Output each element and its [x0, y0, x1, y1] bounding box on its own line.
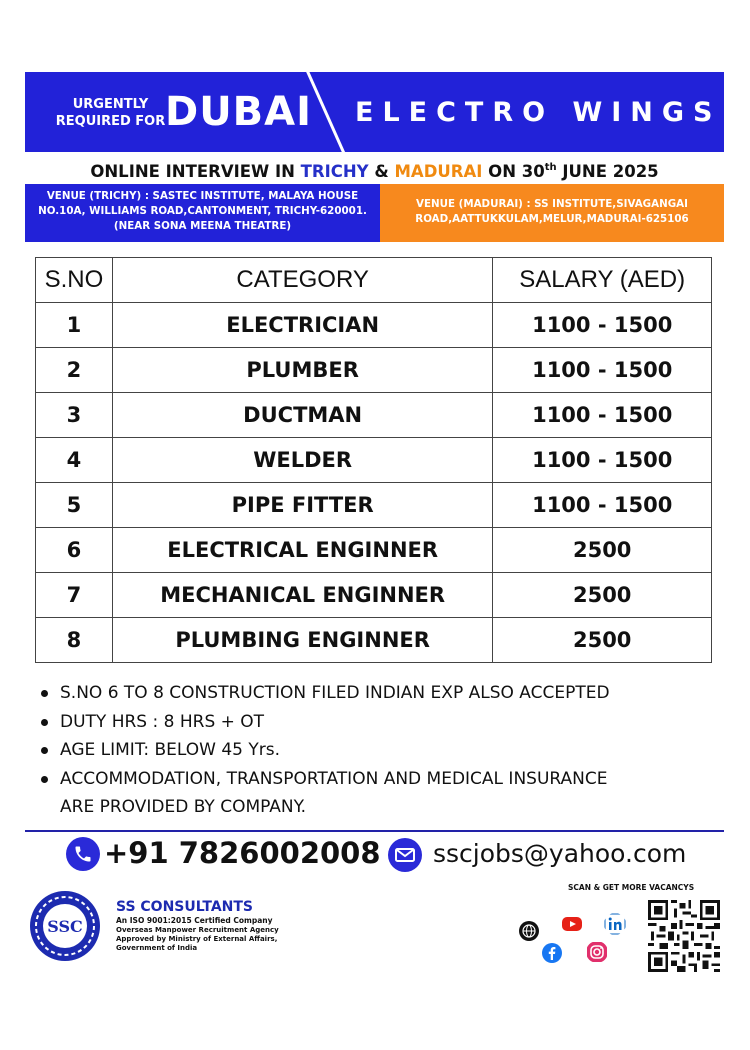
interview-city-trichy: TRICHY	[300, 162, 369, 181]
email-link[interactable]: sscjobs@yahoo.com	[433, 839, 687, 868]
location-title: DUBAI	[165, 89, 313, 135]
youtube-icon[interactable]	[561, 913, 583, 935]
cell-sno: 1	[36, 303, 113, 348]
firm-iso: An ISO 9001:2015 Certified Company	[116, 916, 273, 925]
interview-city-madurai: MADURAI	[394, 162, 483, 181]
list-item: S.NO 6 TO 8 CONSTRUCTION FILED INDIAN EXP ALSO ACCEPTED	[38, 679, 728, 708]
phone-icon	[66, 837, 100, 871]
firm-line-3: Government of India	[116, 944, 198, 952]
list-item: AGE LIMIT: BELOW 45 Yrs.	[38, 736, 728, 765]
cell-sno: 8	[36, 618, 113, 663]
table-row	[36, 618, 712, 663]
cell-category: PIPE FITTER	[112, 483, 492, 528]
interview-amp: &	[368, 162, 395, 181]
cell-sno: 2	[36, 348, 113, 393]
firm-name: SS CONSULTANTS	[116, 899, 254, 915]
cell-category: DUCTMAN	[112, 393, 492, 438]
table-row	[36, 573, 712, 618]
venue-madurai-line-2: ROAD,AATTUKKULAM,MELUR,MADURAI-625106	[415, 213, 689, 225]
logo-text: SSC	[47, 917, 83, 936]
cell-salary: 2500	[493, 618, 712, 663]
urgently-required-label	[43, 96, 178, 130]
table-row	[36, 393, 712, 438]
column-header-sno: S.NO	[36, 258, 113, 303]
cell-category: ELECTRICAL ENGINNER	[112, 528, 492, 573]
cell-category: WELDER	[112, 438, 492, 483]
instagram-icon[interactable]	[586, 941, 608, 963]
cell-salary: 1100 - 1500	[493, 303, 712, 348]
column-header-category: CATEGORY	[112, 258, 492, 303]
cell-salary: 1100 - 1500	[493, 348, 712, 393]
footer-divider	[25, 830, 724, 832]
cell-salary: 1100 - 1500	[493, 393, 712, 438]
list-item: DUTY HRS : 8 HRS + OT	[38, 708, 728, 737]
table-row	[36, 348, 712, 393]
jobs-table	[35, 257, 712, 663]
urgent-line-2: REQUIRED FOR	[55, 114, 166, 129]
scan-label: SCAN & GET MORE VACANCYS	[568, 883, 695, 892]
table-row	[36, 438, 712, 483]
table-row	[36, 528, 712, 573]
phone-number-link[interactable]: +91 7826002008	[104, 836, 381, 870]
cell-category: PLUMBING ENGINNER	[112, 618, 492, 663]
facebook-icon[interactable]	[541, 942, 563, 964]
header-banner	[25, 72, 724, 152]
cell-category: PLUMBER	[112, 348, 492, 393]
urgent-line-1: URGENTLY	[72, 97, 149, 112]
company-title: ELECTRO WINGS	[355, 97, 722, 128]
cell-category: MECHANICAL ENGINNER	[112, 573, 492, 618]
column-header-salary: SALARY (AED)	[493, 258, 712, 303]
ssc-logo-icon	[28, 889, 102, 963]
cell-salary: 1100 - 1500	[493, 438, 712, 483]
venue-madurai	[380, 184, 724, 242]
qr-code-icon[interactable]	[648, 900, 720, 972]
envelope-icon	[388, 838, 422, 872]
cell-sno: 7	[36, 573, 113, 618]
table-header-row	[36, 258, 712, 303]
interview-prefix: ONLINE INTERVIEW IN	[90, 162, 301, 181]
cell-category: ELECTRICIAN	[112, 303, 492, 348]
cell-salary: 1100 - 1500	[493, 483, 712, 528]
table-row	[36, 303, 712, 348]
venue-madurai-line-1: VENUE (MADURAI) : SS INSTITUTE,SIVAGANGAI	[416, 198, 688, 210]
interview-info	[25, 156, 724, 184]
interview-date: JUNE 2025	[556, 162, 659, 181]
list-item: ACCOMMODATION, TRANSPORTATION AND MEDICAL INSURANCE ARE PROVIDED BY COMPANY.	[38, 765, 638, 822]
cell-sno: 6	[36, 528, 113, 573]
cell-sno: 5	[36, 483, 113, 528]
venue-trichy-line-2: NO.10A, WILLIAMS ROAD,CANTONMENT, TRICHY-620001.	[38, 205, 367, 217]
cell-salary: 2500	[493, 573, 712, 618]
linkedin-icon[interactable]	[604, 913, 626, 935]
firm-line-2: Approved by Ministry of External Affairs,	[116, 935, 278, 943]
venue-trichy	[25, 184, 380, 242]
notes-list	[38, 679, 728, 822]
cell-sno: 4	[36, 438, 113, 483]
globe-icon[interactable]	[518, 920, 540, 942]
cell-sno: 3	[36, 393, 113, 438]
venue-trichy-line-3: (NEAR SONA MEENA THEATRE)	[113, 220, 292, 232]
interview-date-suffix: th	[544, 162, 557, 173]
interview-on: ON 30	[482, 162, 545, 181]
firm-info	[116, 898, 279, 953]
cell-salary: 2500	[493, 528, 712, 573]
firm-line-1: Overseas Manpower Recruitment Agency	[116, 926, 279, 934]
table-row	[36, 483, 712, 528]
venue-trichy-line-1: VENUE (TRICHY) : SASTEC INSTITUTE, MALAYA HOUSE	[46, 190, 359, 202]
